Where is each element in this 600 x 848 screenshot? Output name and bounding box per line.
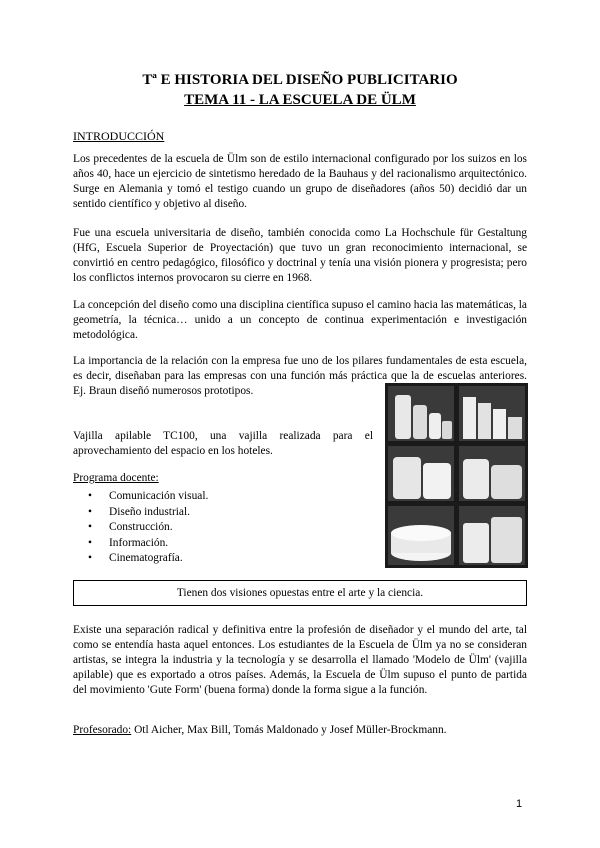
profesorado-label: Profesorado: [73, 724, 132, 736]
paragraph-concepcion: La concepción del diseño como una disciplina científica supuso el camino hacia las matemáticas, la geometría, la técnica… unido a un concepto de continua experimentación e investigación metodológica. [73, 299, 527, 341]
list-item: • Comunicación visual. [88, 490, 208, 506]
list-item: • Construcción. [88, 521, 208, 537]
list-item: • Información. [88, 537, 208, 553]
paragraph-hochschule: Fue una escuela universitaria de diseño, también conocida como La Hochschule für Gestaltung (HfG, Escuela Superior de Proyectación) que tuvo un gran reconocimiento internacional, se convirtió en centro pedagógico, filosófico y doctrinal y tenía una visión pionera y progresista; pero los conflictos internos provocaron su cierre en 1968. [73, 227, 527, 284]
callout-box: Tienen dos visiones opuestas entre el arte y la ciencia. [73, 580, 527, 606]
vajilla-photo [385, 383, 528, 568]
list-item: • Cinematografía. [88, 552, 208, 568]
intro-heading: INTRODUCCIÓN [73, 129, 165, 143]
paragraph-vajilla: Vajilla apilable TC100, una vajilla realizada para el aprovechamiento del espacio en los hoteles. [73, 430, 373, 457]
profesorado-line [73, 724, 447, 736]
paragraph-precedentes: Los precedentes de la escuela de Ülm son de estilo internacional configurado por los suizos en los años 40, hace un ejercicio de sintetismo heredado de la Bauhaus y del racionalismo arquitectónico. Surge en Alemania y tomó el testigo cuando un grupo de diseñadores (años 50) decidió dar un sentido científico y objetivo al diseño. [73, 153, 527, 210]
programa-heading: Programa docente: [73, 472, 159, 484]
course-title: Tª E HISTORIA DEL DISEÑO PUBLICITARIO [142, 72, 458, 88]
list-item: • Diseño industrial. [88, 506, 208, 522]
profesorado-names: Otl Aicher, Max Bill, Tomás Maldonado y Josef Müller-Brockmann. [131, 724, 447, 736]
paragraph-empresa: La importancia de la relación con la empresa fue uno de los pilares fundamentales de esta escuela, es decir, diseñaban para las empresas con una función más práctica que la de escuelas anteriores. Ej. Braun diseñó numerosos prototipos. [73, 355, 527, 397]
programa-list [88, 490, 208, 568]
topic-title: TEMA 11 - LA ESCUELA DE ÜLM [184, 92, 416, 108]
paragraph-separacion: Existe una separación radical y definitiva entre la profesión de diseñador y el mundo del arte, tal como se entendía hasta aquel entonces. Los estudiantes de la Escuela de Ülm ya no se consideran artistas, se integra la industria y la tecnología y se desarrolla el llamado 'Modelo de Ülm' (vajilla apilable) que es exportado a otros países. Además, la Escuela de Ülm supuso el punto de partida del movimiento 'Gute Form' (buena forma) donde la forma sigue a la función. [73, 624, 527, 696]
page-number: 1 [516, 798, 523, 810]
